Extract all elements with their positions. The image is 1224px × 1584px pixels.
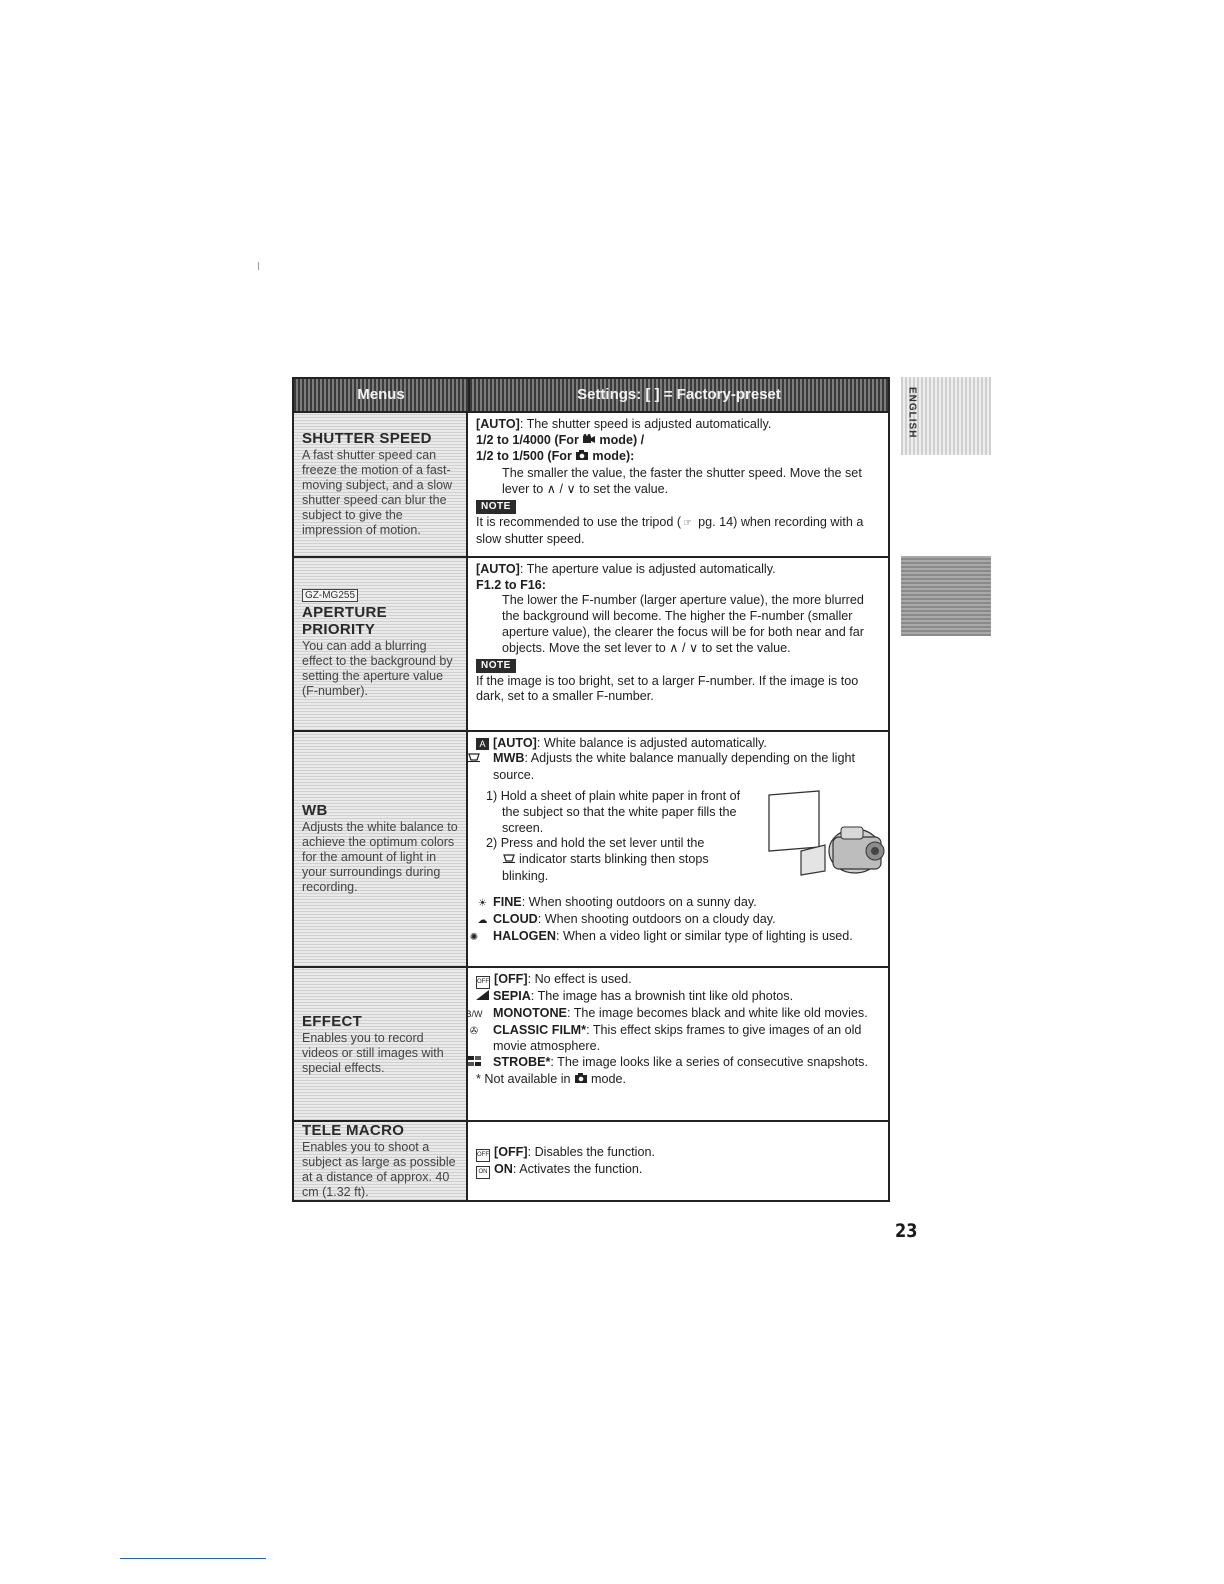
setting-sepia: SEPIA: The image has a brownish tint like old photos.: [476, 989, 880, 1006]
language-tab-label: ENGLISH: [906, 387, 918, 439]
mwb-icon: [502, 853, 515, 869]
menu-title: EFFECT: [302, 1012, 363, 1030]
film-camera-icon: ✇: [469, 1025, 479, 1037]
settings-cell-aperture-priority: [468, 558, 888, 730]
menu-title: SHUTTER SPEED: [302, 430, 432, 448]
setting-strobe: STROBE*: The image looks like a series of consecutive snapshots.: [476, 1055, 880, 1072]
off-icon: OFF: [476, 976, 490, 989]
setting-range-video: 1/2 to 1/4000 (For mode) /: [476, 433, 880, 450]
video-camera-icon: [582, 434, 595, 450]
mwb-icon: [476, 752, 489, 768]
menu-description: Adjusts the white balance to achieve the optimum colors for the amount of light in your surroundings during recording.: [302, 820, 458, 895]
still-camera-icon: [575, 450, 588, 466]
menu-title: WB: [302, 802, 328, 820]
setting-range-still: 1/2 to 1/500 (For mode):: [476, 449, 880, 466]
halogen-light-icon: ✺: [469, 931, 479, 943]
settings-cell-wb: [468, 732, 901, 966]
note-text: If the image is too bright, set to a larger F-number. If the image is too dark, set to a smaller F-number.: [476, 673, 859, 704]
menu-cell-shutter-speed: [294, 413, 468, 556]
model-tag: GZ-MG255: [302, 589, 358, 602]
menu-cell-aperture-priority: [294, 558, 468, 730]
setting-fine: ☀ FINE: When shooting outdoors on a sunny day.: [476, 895, 893, 912]
settings-cell-shutter-speed: [468, 413, 888, 556]
auto-wb-icon: A: [476, 738, 489, 750]
mwb-step-2: 2) Press and hold the set lever until the: [486, 836, 705, 851]
monotone-icon: B/W: [465, 1008, 483, 1019]
setting-auto: [AUTO]: The aperture value is adjusted automatically.: [476, 561, 776, 576]
menu-settings-table: [292, 377, 890, 1202]
setting-classic-film: ✇ CLASSIC FILM*: This effect skips frames to give images of an old movie atmosphere.: [469, 1022, 862, 1054]
setting-monotone: B/W MONOTONE: The image becomes black and white like old movies.: [476, 1006, 880, 1023]
menus-column-header: Menus: [294, 379, 470, 411]
off-icon: OFF: [476, 1149, 490, 1162]
setting-range-explanation: The smaller the value, the faster the shutter speed. Move the set lever to ∧ / ∨ to set the value.: [502, 466, 862, 496]
table-row-wb: [294, 732, 888, 968]
setting-range-explanation: The lower the F-number (larger aperture value), the more blurred the background will become. The higher the F-number (smaller aperture value), the clearer the focus will be for both near and far objects. Move the set lever to ∧ / ∨ to set the value.: [502, 593, 864, 655]
settings-cell-tele-macro: [468, 1122, 888, 1200]
table-row-effect: [294, 968, 888, 1122]
pointing-hand-icon: ☞: [683, 517, 693, 529]
setting-on: ON ON: Activates the function.: [476, 1162, 880, 1179]
menu-title: APERTURE PRIORITY: [302, 603, 387, 638]
sepia-icon: [476, 990, 489, 1006]
still-camera-icon: [574, 1073, 587, 1089]
mwb-step-1: 1) Hold a sheet of plain white paper in front of the subject so that the white paper fills the screen.: [486, 789, 741, 835]
table-row-shutter-speed: [294, 413, 888, 558]
menu-cell-effect: [294, 968, 468, 1120]
menu-title: TELE MACRO: [302, 1122, 405, 1140]
table-header: [294, 379, 888, 413]
cloud-icon: ☁: [477, 914, 488, 926]
tele-macro-on-icon: ON: [476, 1166, 490, 1179]
setting-mwb: MWB: Adjusts the white balance manually depending on the light source.: [476, 751, 893, 784]
stray-mark: [258, 262, 259, 270]
mwb-step-2-cont: indicator starts blinking then stops blinking.: [502, 852, 709, 884]
note-text: It is recommended to use the tripod ( ☞ pg. 14) when recording with a slow shutter speed.: [476, 514, 864, 546]
setting-range: F1.2 to F16:: [476, 577, 546, 592]
sun-icon: ☀: [478, 898, 487, 910]
page-number: 23: [894, 1220, 918, 1242]
effect-footnote: * Not available in mode.: [476, 1072, 880, 1089]
footer-rule: [120, 1558, 266, 1559]
menu-description: You can add a blurring effect to the background by setting the aperture value (F-number).: [302, 638, 453, 698]
setting-halogen: ✺ HALOGEN: When a video light or similar type of lighting is used.: [476, 929, 893, 946]
menu-description: A fast shutter speed can freeze the motion of a fast-moving subject, and a slow shutter speed can blur the subject to give the impression of motion.: [302, 448, 453, 538]
note-badge: NOTE: [476, 659, 516, 673]
setting-off: OFF [OFF]: No effect is used.: [476, 972, 880, 989]
menu-description: Enables you to shoot a subject as large as possible at a distance of approx. 40 cm (1.32 ft).: [302, 1140, 456, 1200]
table-row-aperture-priority: [294, 558, 888, 732]
section-marker-tab: [901, 556, 991, 636]
setting-auto: [AUTO]: The shutter speed is adjusted automatically.: [476, 416, 772, 431]
note-badge: NOTE: [476, 500, 516, 514]
table-row-tele-macro: [294, 1122, 888, 1200]
settings-cell-effect: [465, 968, 888, 1120]
menu-description: Enables you to record videos or still images with special effects.: [302, 1030, 444, 1075]
menu-cell-tele-macro: [294, 1122, 468, 1200]
setting-cloud: ☁ CLOUD: When shooting outdoors on a cloudy day.: [476, 912, 893, 929]
settings-column-header: Settings: [ ] = Factory-preset: [470, 379, 888, 411]
camcorder-illustration: [763, 789, 893, 889]
strobe-icon: [476, 1056, 489, 1072]
mwb-steps: [476, 789, 893, 889]
setting-auto: A [AUTO]: White balance is adjusted automatically.: [476, 736, 893, 752]
menu-cell-wb: [294, 732, 468, 966]
setting-off: OFF [OFF]: Disables the function.: [476, 1145, 880, 1162]
